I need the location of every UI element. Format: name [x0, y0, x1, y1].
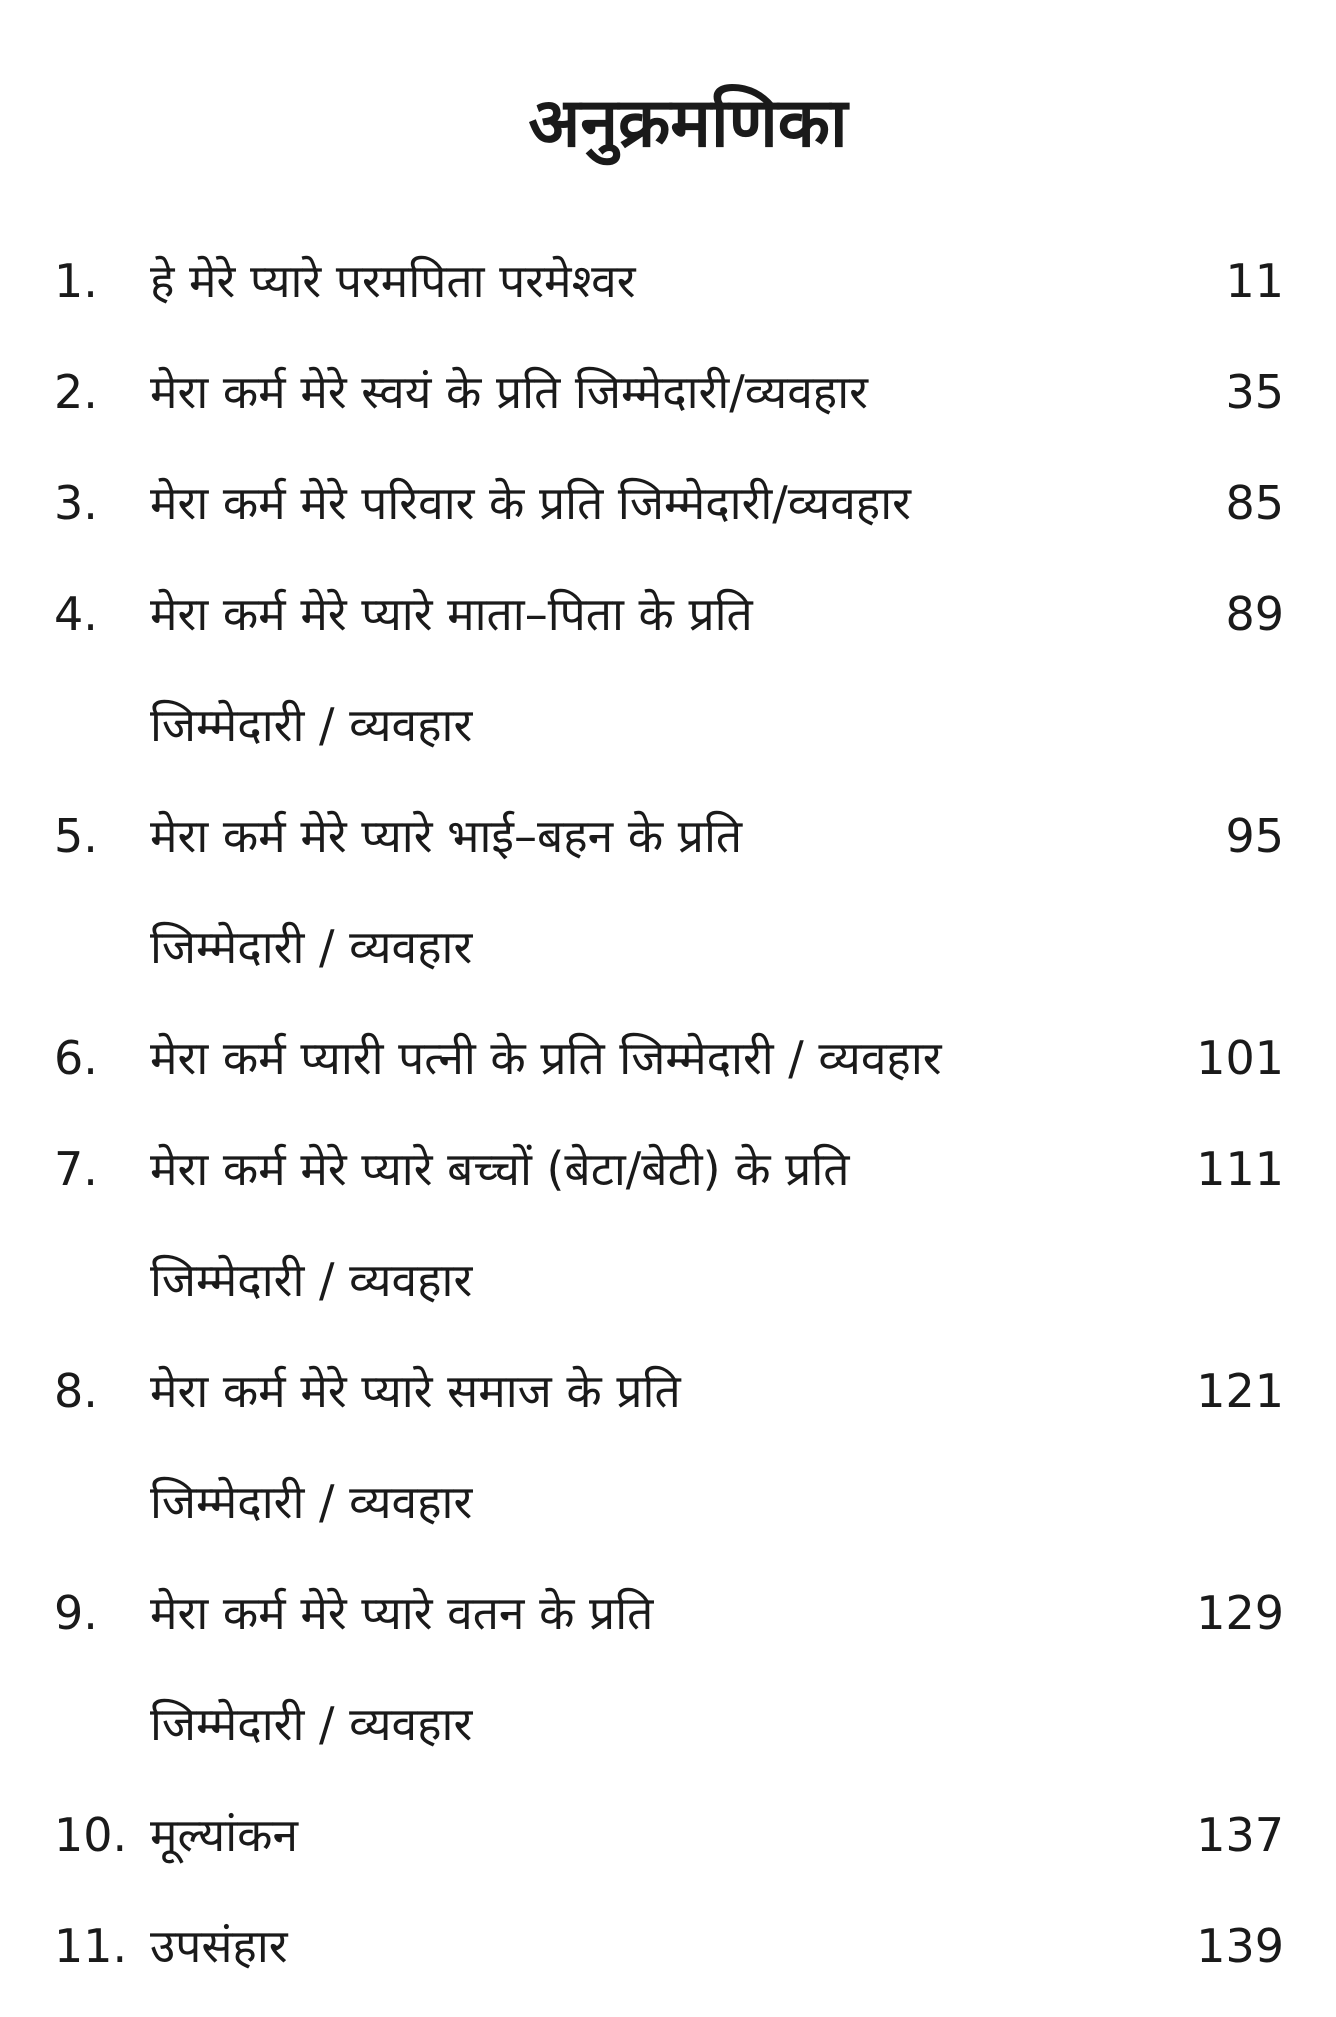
- entry-number: 2.: [54, 365, 98, 419]
- entry-title: मेरा कर्म मेरे प्यारे समाज के प्रति: [150, 1364, 681, 1418]
- entry-page-number: 35: [1225, 365, 1284, 419]
- entry-number: 9.: [54, 1586, 98, 1640]
- entry-title-continuation: जिम्मेदारी / व्यवहार: [150, 1253, 473, 1307]
- entry-title-continuation: जिम्मेदारी / व्यवहार: [150, 1697, 473, 1751]
- toc-line: [0, 226, 1336, 337]
- entry-number: 5.: [54, 809, 98, 863]
- toc-continuation-line: [0, 1447, 1336, 1558]
- toc-entry-8: [0, 1336, 1336, 1558]
- toc-entry-10: [0, 1780, 1336, 1891]
- toc-entry-3: [0, 448, 1336, 559]
- toc-line: [0, 1891, 1336, 2002]
- entry-page-number: 129: [1196, 1586, 1284, 1640]
- entry-title: मेरा कर्म प्यारी पत्नी के प्रति जिम्मेदारी / व्यवहार: [150, 1031, 942, 1085]
- toc-continuation-line: [0, 670, 1336, 781]
- entry-title: उपसंहार: [150, 1919, 288, 1973]
- entry-number: 10.: [54, 1808, 128, 1862]
- entry-title-continuation: जिम्मेदारी / व्यवहार: [150, 1475, 473, 1529]
- entry-page-number: 139: [1196, 1919, 1284, 1973]
- entry-number: 3.: [54, 476, 98, 530]
- entry-title: मेरा कर्म मेरे प्यारे माता–पिता के प्रति: [150, 587, 753, 641]
- entry-title: हे मेरे प्यारे परमपिता परमेश्वर: [150, 254, 636, 308]
- toc-line: [0, 448, 1336, 559]
- toc-entry-11: [0, 1891, 1336, 2002]
- toc-line: [0, 1336, 1336, 1447]
- toc-entry-1: [0, 226, 1336, 337]
- toc-continuation-line: [0, 892, 1336, 1003]
- table-of-contents: [0, 226, 1336, 2002]
- toc-entry-6: [0, 1003, 1336, 1114]
- entry-title: मेरा कर्म मेरे प्यारे भाई–बहन के प्रति: [150, 809, 743, 863]
- entry-title-continuation: जिम्मेदारी / व्यवहार: [150, 920, 473, 974]
- toc-line: [0, 337, 1336, 448]
- toc-line: [0, 559, 1336, 670]
- entry-number: 8.: [54, 1364, 98, 1418]
- toc-line: [0, 1114, 1336, 1225]
- toc-continuation-line: [0, 1669, 1336, 1780]
- toc-entry-4: [0, 559, 1336, 781]
- entry-title: मेरा कर्म मेरे प्यारे बच्चों (बेटा/बेटी) के प्रति: [150, 1142, 850, 1196]
- entry-title: मेरा कर्म मेरे स्वयं के प्रति जिम्मेदारी/व्यवहार: [150, 365, 868, 419]
- entry-title-continuation: जिम्मेदारी / व्यवहार: [150, 698, 473, 752]
- entry-page-number: 11: [1225, 254, 1284, 308]
- toc-line: [0, 1558, 1336, 1669]
- entry-page-number: 95: [1225, 809, 1284, 863]
- entry-title: मूल्यांकन: [150, 1808, 298, 1862]
- entry-page-number: 121: [1196, 1364, 1284, 1418]
- entry-number: 11.: [54, 1919, 128, 1973]
- entry-number: 6.: [54, 1031, 98, 1085]
- entry-page-number: 111: [1196, 1142, 1284, 1196]
- toc-line: [0, 1780, 1336, 1891]
- entry-number: 4.: [54, 587, 98, 641]
- toc-entry-2: [0, 337, 1336, 448]
- entry-number: 7.: [54, 1142, 98, 1196]
- toc-continuation-line: [0, 1225, 1336, 1336]
- entry-page-number: 85: [1225, 476, 1284, 530]
- entry-page-number: 101: [1196, 1031, 1284, 1085]
- entry-page-number: 137: [1196, 1808, 1284, 1862]
- entry-title: मेरा कर्म मेरे प्यारे वतन के प्रति: [150, 1586, 654, 1640]
- toc-line: [0, 781, 1336, 892]
- entry-title: मेरा कर्म मेरे परिवार के प्रति जिम्मेदारी/व्यवहार: [150, 476, 911, 530]
- entry-number: 1.: [54, 254, 98, 308]
- page-title: अनुक्रमणिका: [528, 83, 848, 163]
- toc-entry-7: [0, 1114, 1336, 1336]
- entry-page-number: 89: [1225, 587, 1284, 641]
- toc-entry-9: [0, 1558, 1336, 1780]
- toc-line: [0, 1003, 1336, 1114]
- toc-entry-5: [0, 781, 1336, 1003]
